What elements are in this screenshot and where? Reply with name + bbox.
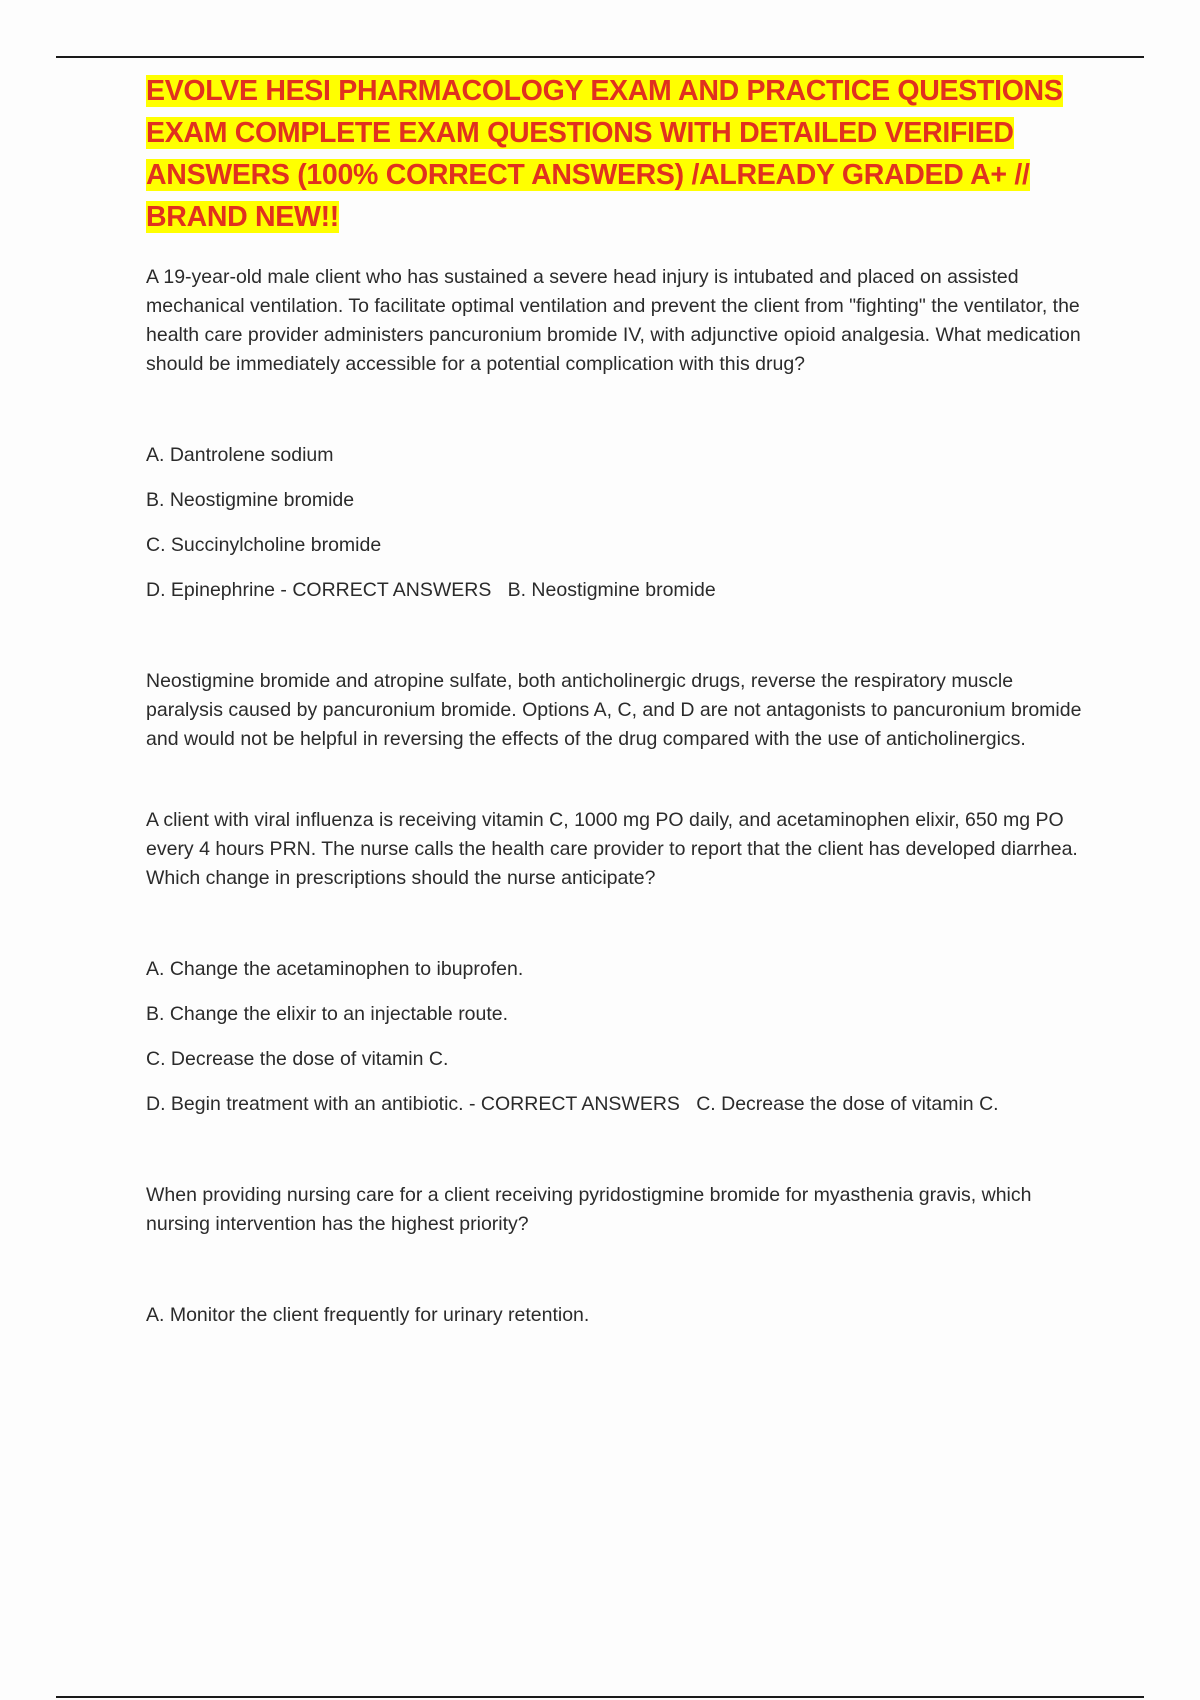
question-1-option-b: B. Neostigmine bromide — [146, 489, 355, 511]
question-2-stem: A client with viral influenza is receiving vitamin C, 1000 mg PO daily, and acetaminophen elixir, 650 mg PO every 4 hours PRN. The nurse calls the health care provider to report that the client has developed diarrhea. Which change in prescriptions should the nurse anticipate? — [146, 809, 1078, 889]
question-2-option-c: C. Decrease the dose of vitamin C. — [146, 1048, 449, 1070]
question-1-option-d-text: D. Epinephrine - CORRECT ANSWERS — [146, 579, 492, 601]
document-title — [146, 70, 1086, 238]
document-body — [146, 70, 1086, 1330]
question-1-correct-answer: B. Neostigmine bromide — [507, 579, 716, 601]
document-title-highlight: EVOLVE HESI PHARMACOLOGY EXAM AND PRACTICE QUESTIONS EXAM COMPLETE EXAM QUESTIONS WITH DETAILED VERIFIED ANSWERS (100% CORRECT ANSWERS) /ALREADY GRADED A+ // BRAND NEW!! — [146, 75, 1063, 233]
question-1-option-a: A. Dantrolene sodium — [146, 444, 334, 466]
question-2-option-a: A. Change the acetaminophen to ibuprofen. — [146, 958, 524, 980]
question-1-option-d — [146, 576, 1086, 605]
question-2-correct-answer: C. Decrease the dose of vitamin C. — [696, 1093, 999, 1115]
question-2-option-d-text: D. Begin treatment with an antibiotic. - CORRECT ANSWERS — [146, 1093, 680, 1115]
question-2-option-d — [146, 1090, 1086, 1119]
question-3-stem: When providing nursing care for a client receiving pyridostigmine bromide for myasthenia gravis, which nursing intervention has the highest priority? — [146, 1184, 1032, 1235]
bottom-rule — [56, 1696, 1144, 1698]
question-3-option-a: A. Monitor the client frequently for urinary retention. — [146, 1304, 590, 1326]
question-2-option-b: B. Change the elixir to an injectable route. — [146, 1003, 509, 1025]
question-1-option-c: C. Succinylcholine bromide — [146, 534, 382, 556]
question-1-rationale: Neostigmine bromide and atropine sulfate, both anticholinergic drugs, reverse the respiratory muscle paralysis caused by pancuronium bromide. Options A, C, and D are not antagonists to pancuronium bromide and would not be helpful in reversing the effects of the drug compared with the use of anticholinergics. — [146, 670, 1082, 750]
question-1-stem: A 19-year-old male client who has sustained a severe head injury is intubated and placed on assisted mechanical ventilation. To facilitate optimal ventilation and prevent the client from "fighting" the ventilator, the health care provider administers pancuronium bromide IV, with adjunctive opioid analgesia. What medication should be immediately accessible for a potential complication with this drug? — [146, 266, 1081, 375]
top-rule — [56, 56, 1144, 58]
